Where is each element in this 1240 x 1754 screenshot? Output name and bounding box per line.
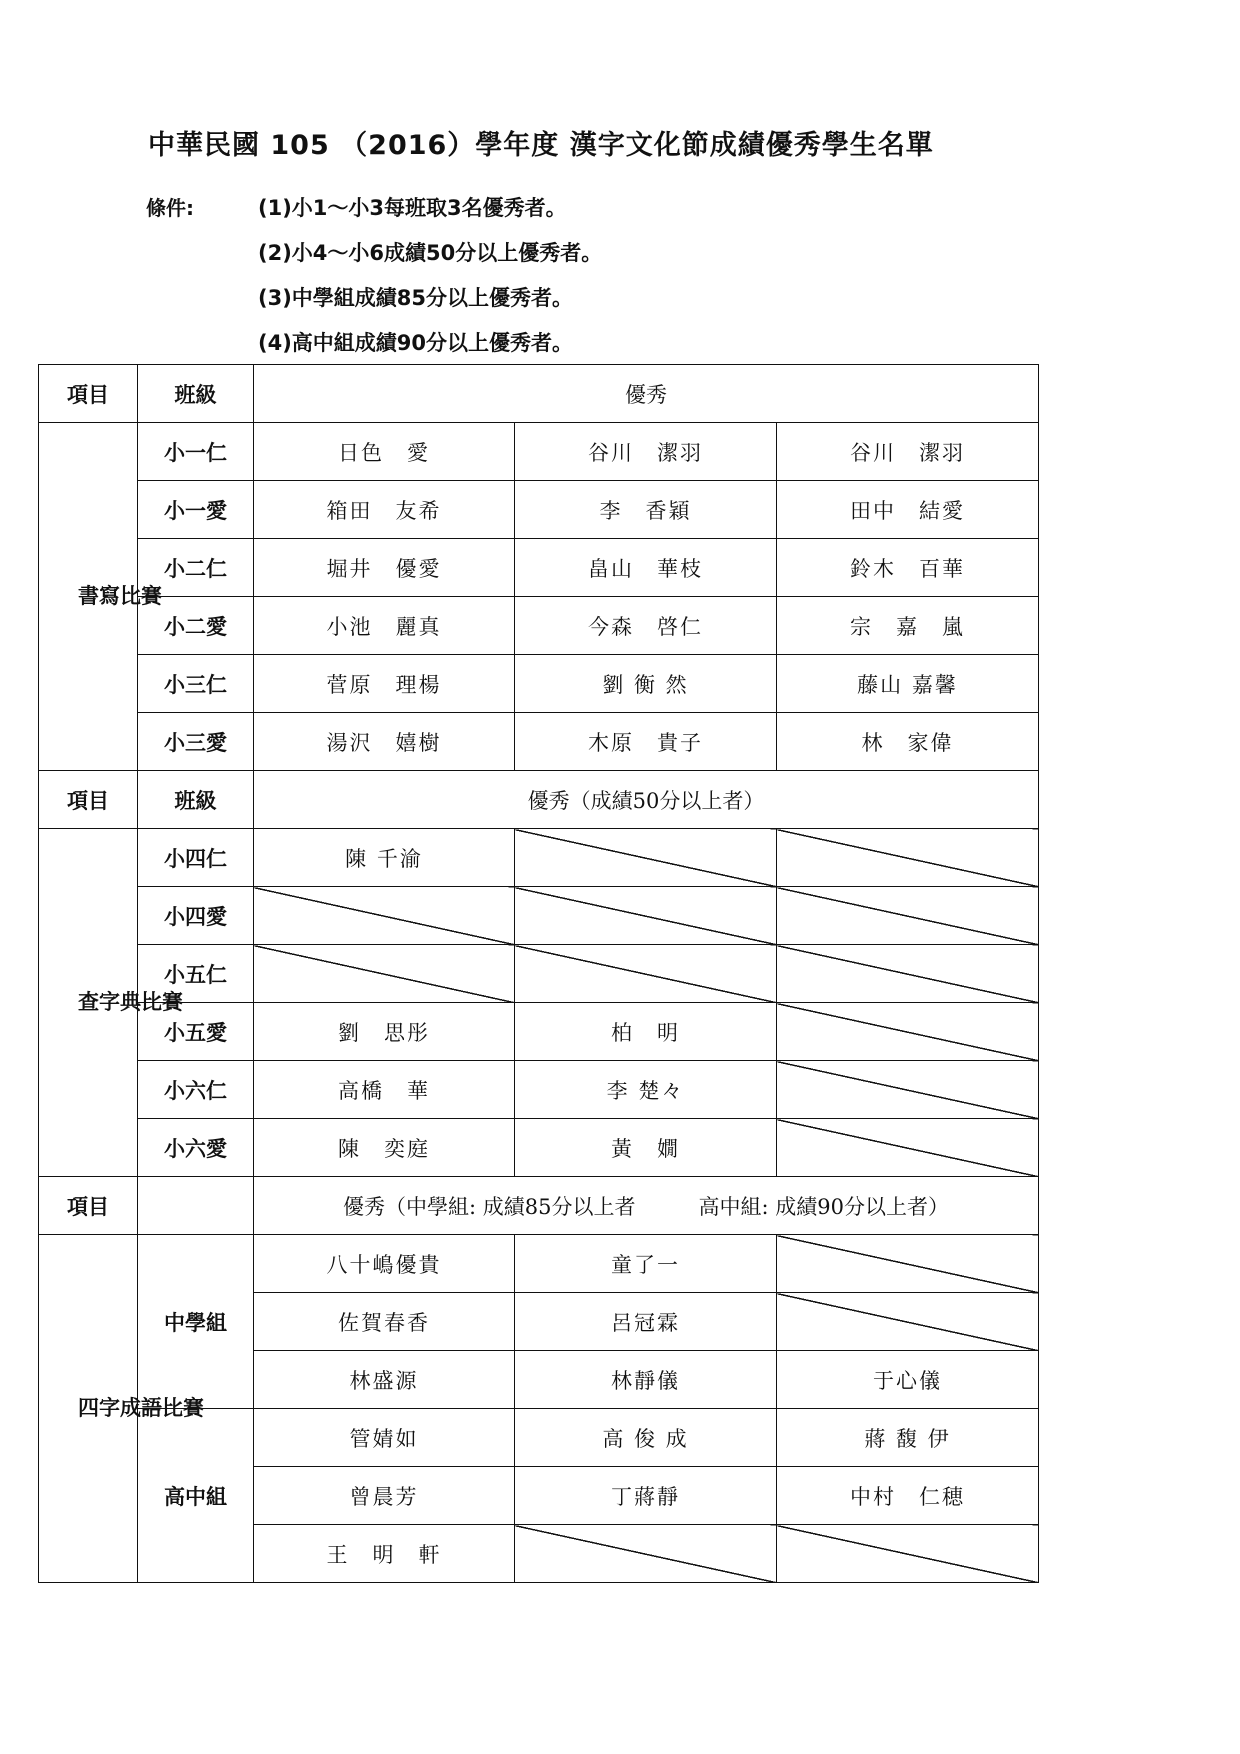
student-name: 林靜儀 — [515, 1351, 777, 1409]
header-row — [39, 771, 1039, 829]
table-row — [39, 481, 1039, 539]
class-label: 小六仁 — [138, 1061, 254, 1119]
table-row — [39, 1119, 1039, 1177]
student-name: 柏 明 — [515, 1003, 777, 1061]
student-name: 日色 愛 — [254, 423, 515, 481]
condition-3: (3)中學組成績85分以上優秀者。 — [258, 286, 574, 310]
student-name: 呂冠霖 — [515, 1293, 777, 1351]
class-label: 小四愛 — [138, 887, 254, 945]
header-item: 項目 — [39, 1177, 138, 1235]
table-row — [39, 945, 1039, 1003]
table-row — [39, 1409, 1039, 1467]
student-name: 高橋 華 — [254, 1061, 515, 1119]
student-name: 管婧如 — [254, 1409, 515, 1467]
student-name: 曾晨芳 — [254, 1467, 515, 1525]
student-name: 王 明 軒 — [254, 1525, 515, 1583]
empty-slash-cell — [777, 1293, 1039, 1351]
group-label: 高中組 — [138, 1409, 254, 1583]
category-label-text: 書寫比賽 — [78, 584, 162, 608]
header-excellent: 優秀（成績50分以上者） — [254, 771, 1039, 829]
empty-slash-cell — [777, 1003, 1039, 1061]
empty-slash-cell — [777, 1235, 1039, 1293]
student-name: 菅原 理楊 — [254, 655, 515, 713]
header-excellent: 優秀 — [254, 365, 1039, 423]
class-label: 小三仁 — [138, 655, 254, 713]
class-label: 小四仁 — [138, 829, 254, 887]
class-label: 小六愛 — [138, 1119, 254, 1177]
empty-slash-cell — [777, 887, 1039, 945]
empty-slash-cell — [777, 1525, 1039, 1583]
empty-slash-cell — [777, 1061, 1039, 1119]
table-row — [39, 887, 1039, 945]
student-name: 宗 嘉 嵐 — [777, 597, 1039, 655]
student-name: 于心儀 — [777, 1351, 1039, 1409]
class-label: 小一仁 — [138, 423, 254, 481]
student-name: 佐賀春香 — [254, 1293, 515, 1351]
class-label: 小五仁 — [138, 945, 254, 1003]
table-row — [39, 655, 1039, 713]
class-label: 小三愛 — [138, 713, 254, 771]
student-name: 高 俊 成 — [515, 1409, 777, 1467]
student-name: 黃 嫺 — [515, 1119, 777, 1177]
condition-1: (1)小1～小3每班取3名優秀者。 — [258, 196, 567, 220]
header-item: 項目 — [39, 771, 138, 829]
table-row — [39, 1003, 1039, 1061]
results-table — [38, 364, 1039, 1583]
header-row — [39, 365, 1039, 423]
table-row — [39, 1235, 1039, 1293]
student-name: 今森 啓仁 — [515, 597, 777, 655]
group-label: 中學組 — [138, 1235, 254, 1409]
student-name: 李 香穎 — [515, 481, 777, 539]
conditions-label: 條件: — [146, 196, 194, 220]
student-name: 谷川 潔羽 — [777, 423, 1039, 481]
empty-slash-cell — [515, 945, 777, 1003]
empty-slash-cell — [515, 887, 777, 945]
header-item: 項目 — [39, 365, 138, 423]
empty-slash-cell — [777, 829, 1039, 887]
student-name: 蔣 馥 伊 — [777, 1409, 1039, 1467]
student-name: 林 家偉 — [777, 713, 1039, 771]
student-name: 小池 麗真 — [254, 597, 515, 655]
student-name: 谷川 潔羽 — [515, 423, 777, 481]
table-row — [39, 1061, 1039, 1119]
class-label: 小五愛 — [138, 1003, 254, 1061]
student-name: 堀井 優愛 — [254, 539, 515, 597]
category-label-text: 查字典比賽 — [78, 990, 183, 1014]
empty-slash-cell — [515, 829, 777, 887]
class-label: 小二愛 — [138, 597, 254, 655]
header-row — [39, 1177, 1039, 1235]
student-name: 陳 奕庭 — [254, 1119, 515, 1177]
empty-slash-cell — [254, 887, 515, 945]
student-name: 八十嶋優貴 — [254, 1235, 515, 1293]
student-name: 李 楚々 — [515, 1061, 777, 1119]
category-label — [39, 423, 162, 771]
page-title: 中華民國 105 （2016）學年度 漢字文化節成績優秀學生名單 — [148, 130, 934, 161]
table-row — [39, 713, 1039, 771]
condition-2: (2)小4～小6成績50分以上優秀者。 — [258, 241, 603, 265]
student-name: 箱田 友希 — [254, 481, 515, 539]
class-label: 小二仁 — [138, 539, 254, 597]
student-name: 劉 思彤 — [254, 1003, 515, 1061]
table-row — [39, 539, 1039, 597]
category-label-text: 四字成語比賽 — [78, 1396, 204, 1420]
student-name: 劉 衡 然 — [515, 655, 777, 713]
student-name: 林盛源 — [254, 1351, 515, 1409]
empty-slash-cell — [777, 945, 1039, 1003]
student-name: 湯沢 嬉樹 — [254, 713, 515, 771]
student-name: 鈴木 百華 — [777, 539, 1039, 597]
header-class: 班級 — [138, 771, 254, 829]
student-name: 丁蔣靜 — [515, 1467, 777, 1525]
condition-4: (4)高中組成績90分以上優秀者。 — [258, 331, 574, 355]
student-name: 藤山 嘉馨 — [777, 655, 1039, 713]
empty-slash-cell — [777, 1119, 1039, 1177]
student-name: 童了一 — [515, 1235, 777, 1293]
header-class — [138, 1177, 254, 1235]
student-name: 田中 結愛 — [777, 481, 1039, 539]
empty-slash-cell — [515, 1525, 777, 1583]
category-label — [39, 829, 183, 1177]
table-row — [39, 423, 1039, 481]
header-excellent: 優秀（中學組: 成績85分以上者 高中組: 成績90分以上者） — [254, 1177, 1039, 1235]
empty-slash-cell — [254, 945, 515, 1003]
table-row — [39, 829, 1039, 887]
student-name: 中村 仁穂 — [777, 1467, 1039, 1525]
student-name: 畠山 華枝 — [515, 539, 777, 597]
header-class: 班級 — [138, 365, 254, 423]
table-row — [39, 597, 1039, 655]
class-label: 小一愛 — [138, 481, 254, 539]
student-name: 陳 千渝 — [254, 829, 515, 887]
student-name: 木原 貴子 — [515, 713, 777, 771]
